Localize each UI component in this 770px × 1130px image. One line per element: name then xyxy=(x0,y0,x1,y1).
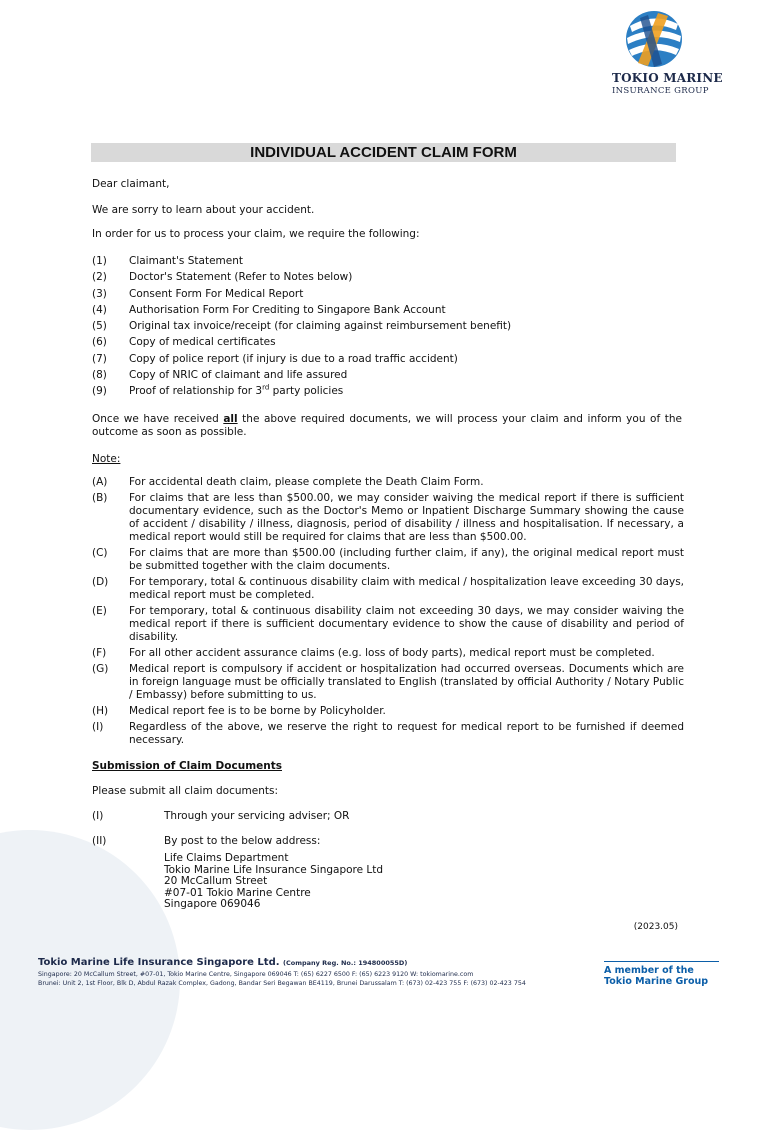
note-item xyxy=(92,721,684,747)
option-text: By post to the below address: xyxy=(164,835,321,847)
list-text-pre: Proof of relationship for 3 xyxy=(129,385,263,398)
list-item xyxy=(92,269,684,285)
submission-options xyxy=(92,810,684,848)
address-line: Tokio Marine Life Insurance Singapore Ltd xyxy=(164,863,384,876)
list-text: Copy of NRIC of claimant and life assured xyxy=(129,369,348,382)
list-number: (6) xyxy=(92,336,107,349)
note-item xyxy=(92,605,684,644)
option-number: (II) xyxy=(92,835,107,847)
list-item xyxy=(92,334,684,350)
member-line-1: A member of the xyxy=(604,965,694,976)
address-line: 20 McCallum Street xyxy=(164,875,268,887)
list-text: Authorisation Form For Crediting to Singapore Bank Account xyxy=(129,303,446,316)
footer-reg-no: (Company Reg. No.: 194800055D) xyxy=(283,959,408,967)
note-item xyxy=(92,476,684,489)
list-text: Original tax invoice/receipt (for claiming against reimbursement benefit) xyxy=(129,320,512,333)
note-letter: (D) xyxy=(92,576,109,588)
footer-company-name: Tokio Marine Life Insurance Singapore Ltd. xyxy=(38,957,280,968)
submission-intro: Please submit all claim documents: xyxy=(92,785,279,797)
note-text: Medical report fee is to be borne by Policyholder. xyxy=(129,705,386,717)
intro-text-1: We are sorry to learn about your accident. xyxy=(92,204,315,216)
list-text: Copy of police report (if injury is due to a road traffic accident) xyxy=(129,352,458,365)
list-number: (8) xyxy=(92,369,107,382)
submission-option xyxy=(92,835,684,848)
submission-heading: Submission of Claim Documents xyxy=(92,760,282,772)
note-label: Note: xyxy=(92,453,121,465)
list-item xyxy=(92,302,684,318)
form-version: (2023.05) xyxy=(633,922,678,932)
note-text: For temporary, total & continuous disability claim with medical / hospitalization leave exceeding 30 days, medical report must be completed. xyxy=(129,576,684,601)
list-item xyxy=(92,253,684,269)
note-text: For accidental death claim, please complete the Death Claim Form. xyxy=(129,476,484,488)
note-text: For claims that are more than $500.00 (including further claim, if any), the original medical report must be submitted together with the claim documents. xyxy=(129,547,684,572)
note-item xyxy=(92,705,684,718)
notes-list xyxy=(92,476,684,750)
greeting: Dear claimant, xyxy=(92,178,170,190)
postal-address xyxy=(164,853,464,911)
list-number: (3) xyxy=(92,287,107,300)
note-letter: (I) xyxy=(92,721,104,733)
list-item xyxy=(92,383,684,399)
note-letter: (F) xyxy=(92,647,107,659)
option-number: (I) xyxy=(92,810,104,822)
submission-option xyxy=(92,810,684,823)
note-item xyxy=(92,492,684,544)
footer-singapore-address: Singapore: 20 McCallum Street, #07-01, Tokio Marine Centre, Singapore 069046 T: (65) 6227 6500 F: (65) 6223 9120 W: tokiomarine.com xyxy=(38,971,474,978)
note-text: Medical report is compulsory if accident or hospitalization had occurred overseas. Documents which are in foreign language must be officially translated to English (translated by official Authority / Notary Public / Embassy) before submitting to us. xyxy=(129,663,684,701)
footer-member-badge xyxy=(604,961,719,987)
note-letter: (G) xyxy=(92,663,109,675)
note-letter: (C) xyxy=(92,547,108,559)
once-paragraph xyxy=(92,413,682,439)
note-item xyxy=(92,663,684,702)
note-text: For claims that are less than $500.00, we may consider waiving the medical report if there is sufficient documentary evidence, such as the Doctor's Memo or Inpatient Discharge Summary showing the cause of accident / disability / illness, diagnosis, period of disability / illness and hospitalisation. If necessary, a medical report would still be required for claims that are less than $500.00. xyxy=(129,492,684,543)
note-item xyxy=(92,576,684,602)
form-title: INDIVIDUAL ACCIDENT CLAIM FORM xyxy=(91,143,676,162)
note-text: For temporary, total & continuous disability claim not exceeding 30 days, we may consider waiving the medical report if there is sufficient documentary evidence to show the cause of disability and period of disability. xyxy=(129,605,684,643)
list-text: Doctor's Statement (Refer to Notes below) xyxy=(129,271,353,284)
list-text: Copy of medical certificates xyxy=(129,336,276,349)
list-number: (4) xyxy=(92,303,107,316)
footer-company-info xyxy=(38,956,598,988)
footer-brunei-address: Brunei: Unit 2, 1st Floor, Blk D, Abdul Razak Complex, Gadong, Bandar Seri Begawan BE4119, Brunei Darussalam T: (673) 02-423 755 F: (673) 02-423 754 xyxy=(38,980,526,987)
requirements-list xyxy=(92,253,684,400)
once-bold-all: all xyxy=(223,413,238,425)
note-text: For all other accident assurance claims (e.g. loss of body parts), medical report must be completed. xyxy=(129,647,655,659)
list-item xyxy=(92,351,684,367)
once-post: the above required documents, we will process your claim and inform you of the outcome as soon as possible. xyxy=(92,413,682,438)
logo-emblem-icon xyxy=(618,8,690,70)
list-item xyxy=(92,286,684,302)
list-text: Consent Form For Medical Report xyxy=(129,287,304,300)
list-item xyxy=(92,318,684,334)
list-text-post: party policies xyxy=(269,385,344,398)
footer-company xyxy=(38,956,598,970)
note-text: Regardless of the above, we reserve the right to request for medical report to be furnished if deemed necessary. xyxy=(129,721,684,746)
note-item xyxy=(92,647,684,660)
logo-group: INSURANCE GROUP xyxy=(612,86,709,96)
address-line: Life Claims Department xyxy=(164,852,289,864)
list-number: (2) xyxy=(92,271,107,284)
note-letter: (B) xyxy=(92,492,108,504)
list-number: (5) xyxy=(92,320,107,333)
note-letter: (H) xyxy=(92,705,109,717)
list-text xyxy=(129,383,684,399)
address-line: #07-01 Tokio Marine Centre xyxy=(164,886,311,899)
note-letter: (E) xyxy=(92,605,107,617)
tokio-marine-logo xyxy=(612,8,723,98)
option-text: Through your servicing adviser; OR xyxy=(164,810,350,822)
superscript: rd xyxy=(262,383,270,392)
list-item xyxy=(92,367,684,383)
member-line-2: Tokio Marine Group xyxy=(604,976,709,987)
list-number: (9) xyxy=(92,385,107,398)
note-letter: (A) xyxy=(92,476,108,488)
once-pre: Once we have received xyxy=(92,413,224,425)
intro-text-2: In order for us to process your claim, we require the following: xyxy=(92,228,420,240)
logo-name: TOKIO MARINE xyxy=(612,71,723,85)
list-number: (1) xyxy=(92,255,107,267)
list-number: (7) xyxy=(92,352,107,365)
address-line: Singapore 069046 xyxy=(164,898,261,910)
list-text: Claimant's Statement xyxy=(129,255,243,267)
note-item xyxy=(92,547,684,573)
